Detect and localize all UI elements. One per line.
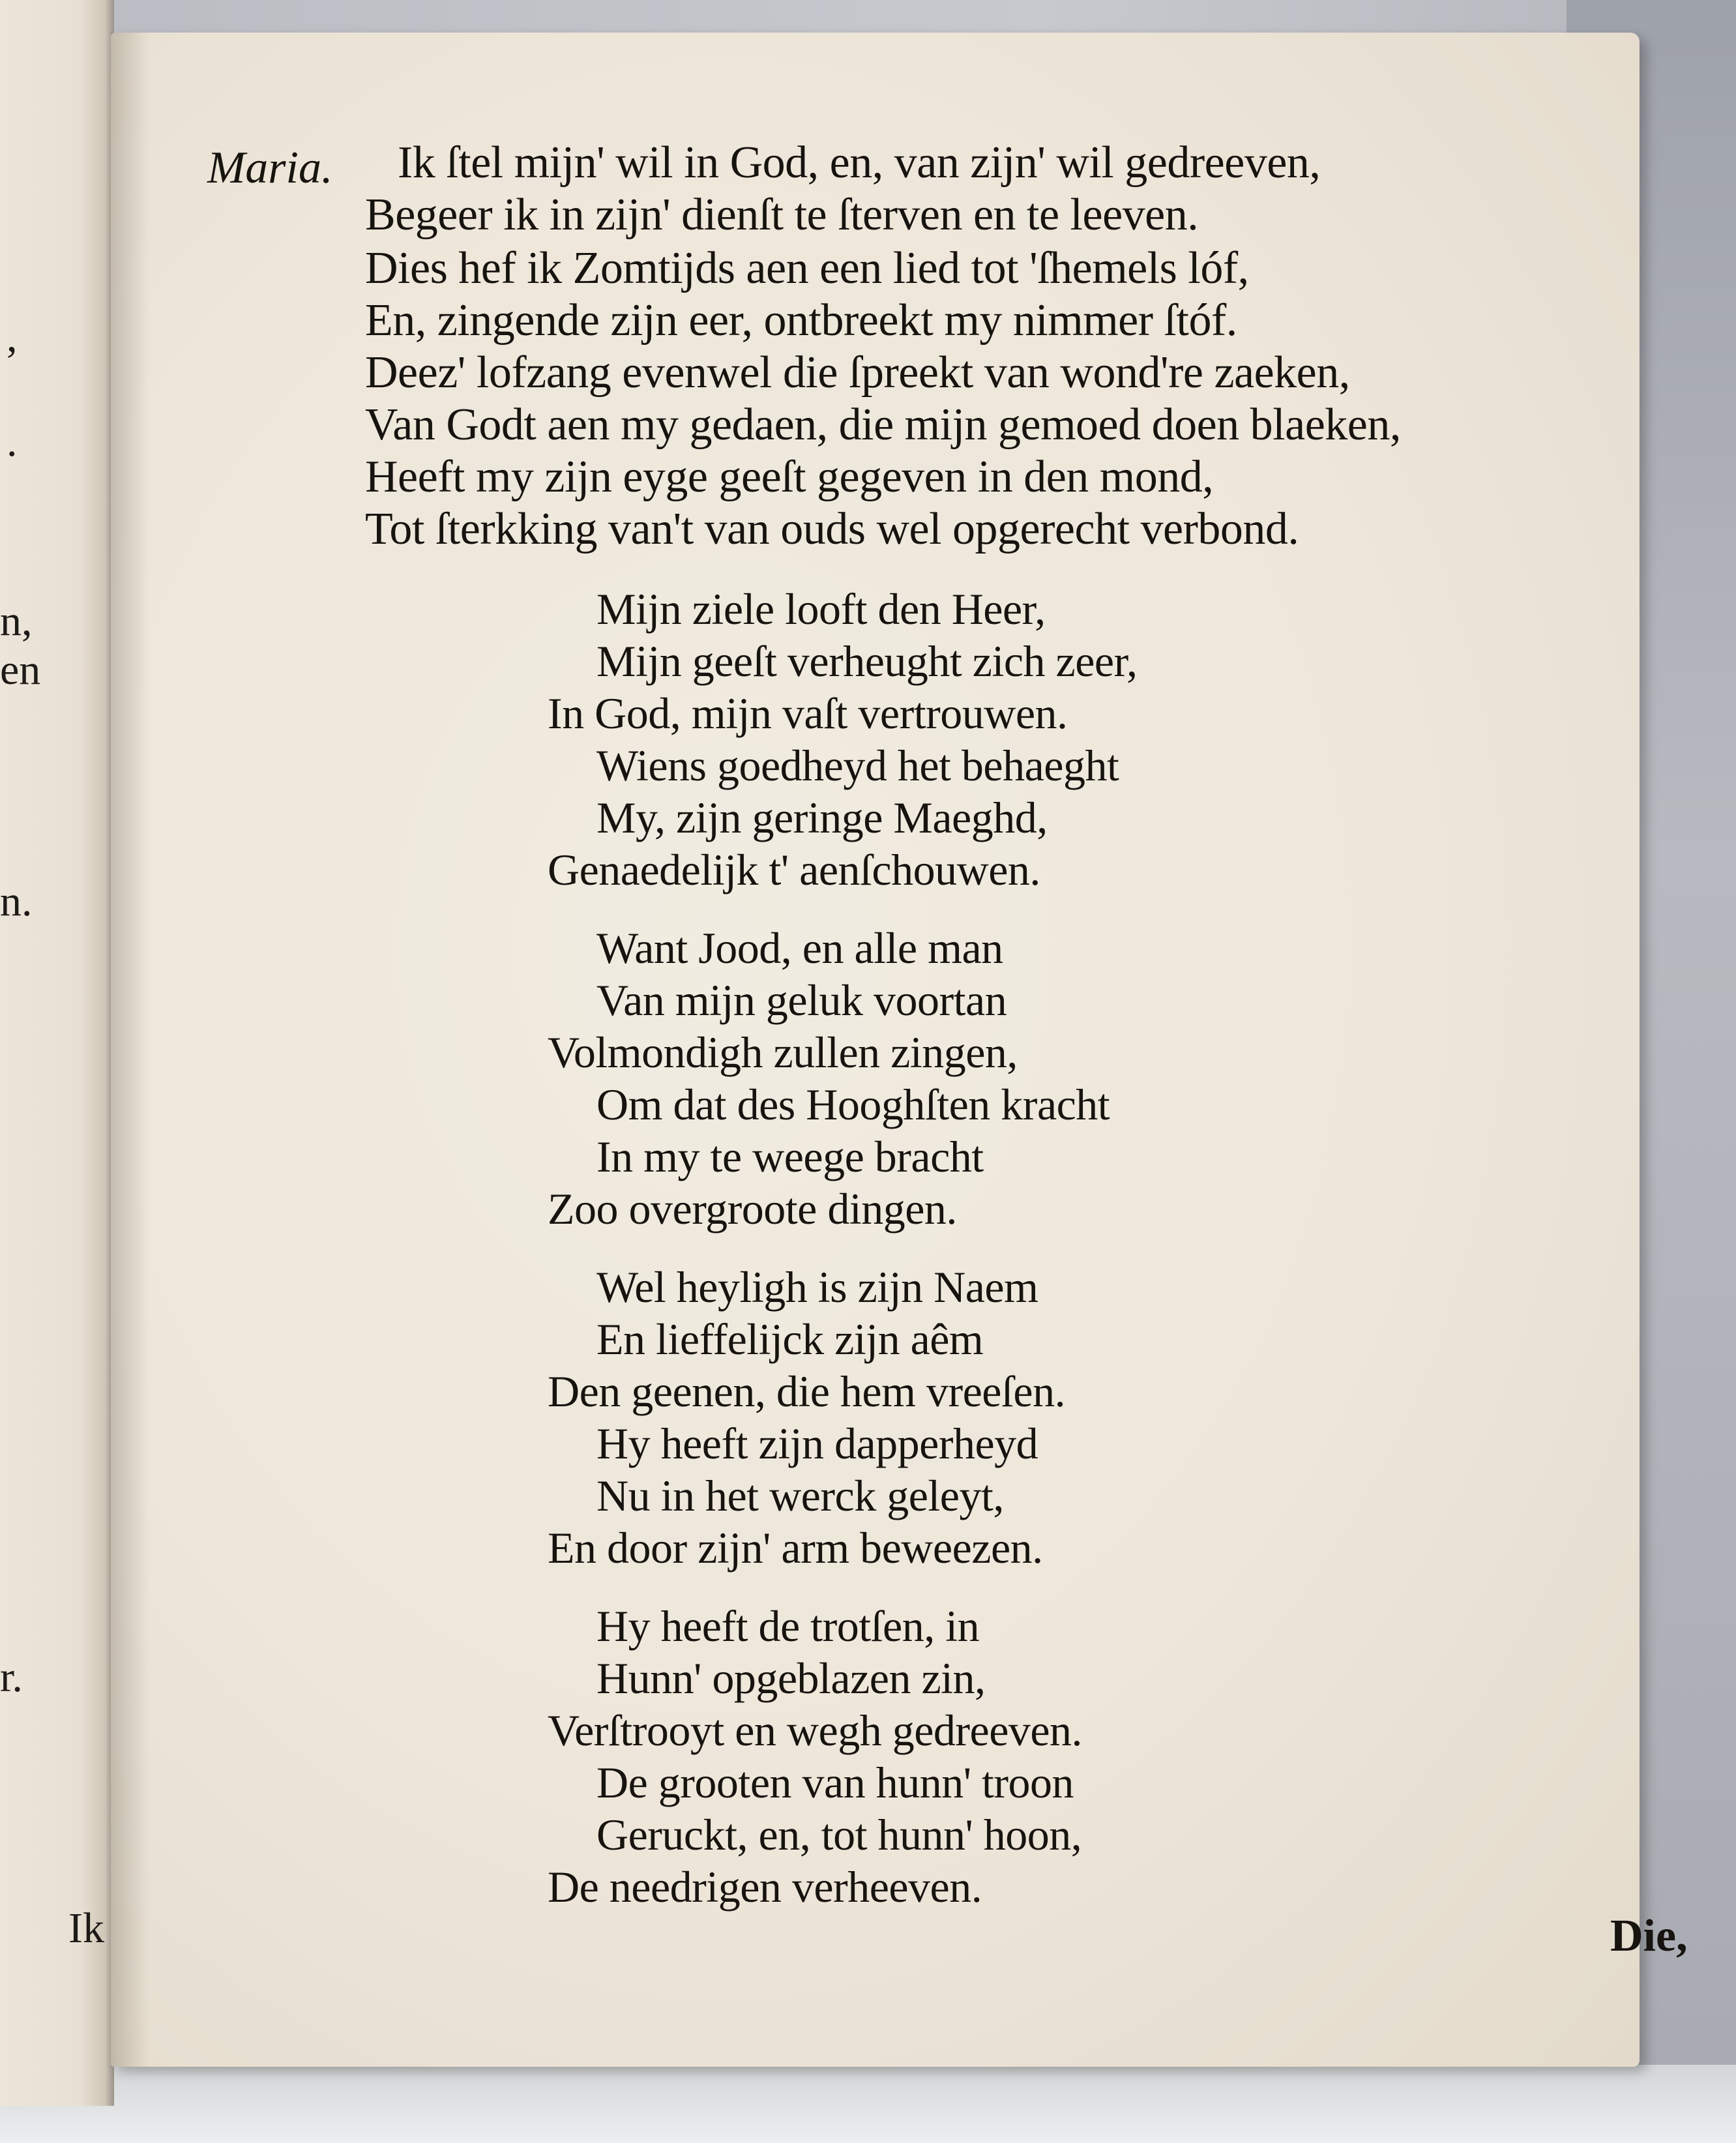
intro-line: Van Godt aen my gedaen, die mijn gemoed doen blaeken, bbox=[365, 400, 1401, 450]
intro-line: Tot ſterkking van't van ouds wel opgerecht verbond. bbox=[365, 504, 1299, 554]
stanza-line: Zoo overgroote dingen. bbox=[548, 1184, 957, 1234]
stanza-line: In God, mijn vaſt vertrouwen. bbox=[548, 688, 1068, 738]
intro-line: En, zingende zijn eer, ontbreekt my nimmer ſtóf. bbox=[365, 295, 1237, 346]
stanza-line: Genaedelijk t' aenſchouwen. bbox=[548, 845, 1040, 894]
left-page-fragment: n. bbox=[0, 878, 33, 925]
left-page-fragment: , bbox=[7, 314, 18, 361]
speaker-name: Maria. bbox=[207, 143, 333, 193]
stanza-line: De needrigen verheeven. bbox=[548, 1862, 982, 1912]
left-page-fragment: . bbox=[7, 418, 18, 466]
stanza-line: Hunn' opgeblazen zin, bbox=[596, 1653, 986, 1703]
stanza-line: Hy heeft zijn dapperheyd bbox=[596, 1419, 1038, 1468]
left-page-fragment: n, bbox=[0, 597, 33, 645]
stanza-line: Mijn ziele looft den Heer, bbox=[596, 584, 1046, 634]
stanza-line: In my te weege bracht bbox=[596, 1132, 984, 1181]
background-table bbox=[0, 2065, 1736, 2143]
stanza-line: De grooten van hunn' troon bbox=[596, 1758, 1074, 1807]
intro-line: Dies hef ik Zomtijds aen een lied tot 'ſhemels lóf, bbox=[365, 243, 1249, 293]
stanza-line: Want Jood, en alle man bbox=[596, 923, 1003, 973]
intro-line: Deez' lofzang evenwel die ſpreekt van wond're zaeken, bbox=[365, 347, 1350, 398]
stanza-line: Nu in het werck geleyt, bbox=[596, 1471, 1004, 1520]
stanza-line: Volmondigh zullen zingen, bbox=[548, 1027, 1018, 1077]
stanza-line: En door zijn' arm beweezen. bbox=[548, 1523, 1043, 1573]
stanza-line: En lieffelijck zijn aêm bbox=[596, 1314, 984, 1364]
stanza-line: Mijn geeſt verheught zich zeer, bbox=[596, 636, 1138, 686]
intro-line: Begeer ik in zijn' dienſt te ſterven en te leeven. bbox=[365, 190, 1199, 240]
book-page bbox=[111, 33, 1688, 2067]
stanza-line: Geruckt, en, tot hunn' hoon, bbox=[596, 1810, 1082, 1859]
catchword: Die, bbox=[1610, 1911, 1688, 1961]
left-page-fragment: en bbox=[0, 646, 41, 694]
intro-line: Heeft my zijn eyge geeſt gegeven in den mond, bbox=[365, 452, 1214, 502]
stanza-line: Om dat des Hooghſten kracht bbox=[596, 1080, 1110, 1129]
stanza-line: Wel heyligh is zijn Naem bbox=[596, 1262, 1038, 1312]
stanza-line: Wiens goedheyd het behaeght bbox=[596, 741, 1119, 790]
left-page-edge bbox=[0, 0, 114, 2106]
stanza-line: Verſtrooyt en wegh gedreeven. bbox=[548, 1706, 1083, 1755]
stanza-line: Hy heeft de trotſen, in bbox=[596, 1601, 980, 1651]
left-page-fragment: Ik bbox=[68, 1904, 104, 1952]
stanza-line: Van mijn geluk voortan bbox=[596, 975, 1007, 1025]
stanza-line: Den geenen, die hem vreeſen. bbox=[548, 1367, 1066, 1416]
page-fold-shadow bbox=[111, 33, 150, 2067]
stanza-line: My, zijn geringe Maeghd, bbox=[596, 793, 1048, 842]
intro-line: Ik ſtel mijn' wil in God, en, van zijn' wil gedreeven, bbox=[398, 138, 1321, 188]
left-page-fragment: r. bbox=[0, 1653, 23, 1701]
